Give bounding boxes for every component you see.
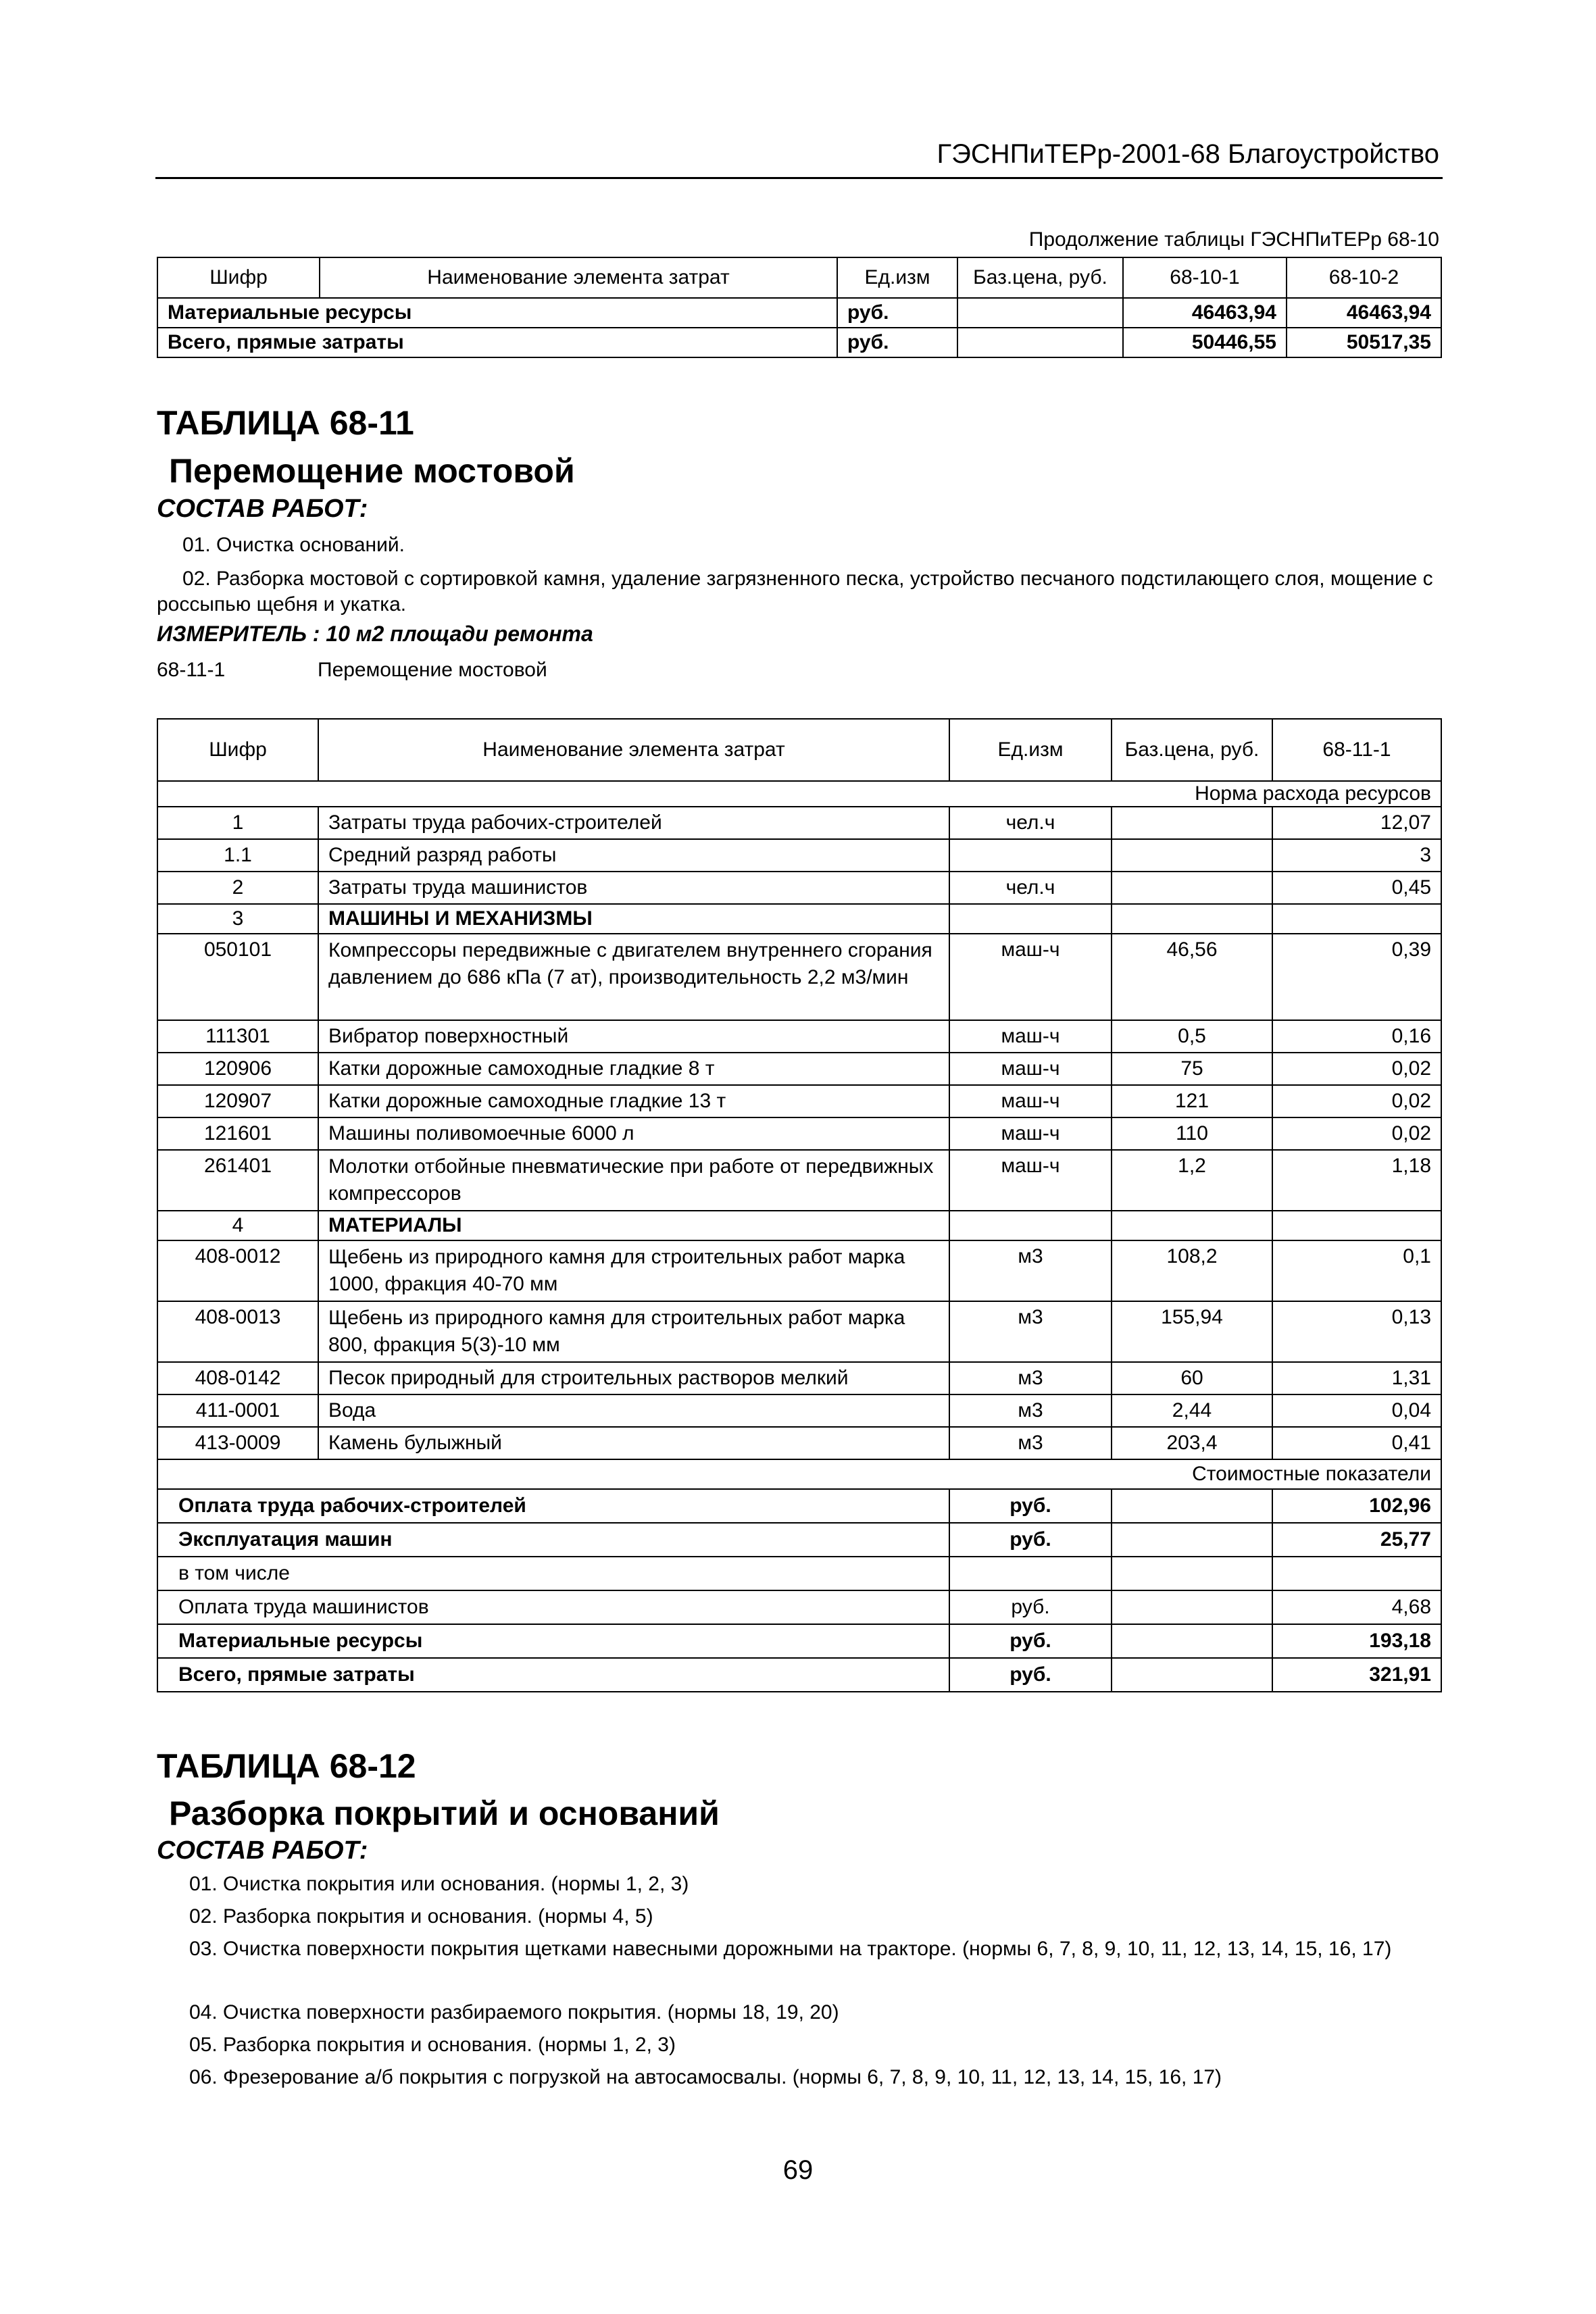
table-title: ТАБЛИЦА 68-12 — [157, 1747, 416, 1785]
row-code: 050101 — [157, 934, 318, 1020]
row-unit: маш-ч — [949, 1117, 1112, 1150]
table-row — [157, 1085, 1441, 1117]
cost-unit: руб. — [949, 1590, 1112, 1624]
base-price — [1112, 1489, 1272, 1523]
cost-value: 46463,94 — [1123, 298, 1287, 328]
column-header: Ед.изм — [949, 719, 1112, 781]
cost-unit: руб. — [949, 1624, 1112, 1658]
row-value: 0,13 — [1272, 1301, 1441, 1362]
row-name: Катки дорожные самоходные гладкие 8 т — [318, 1053, 949, 1085]
work-item: 06. Фрезерование а/б покрытия с погрузкой на автосамосвалы. (нормы 6, 7, 8, 9, 10, 11, 12, 13, 14, 15, 16, 17) — [189, 2066, 1222, 2088]
row-unit: маш-ч — [949, 1020, 1112, 1053]
row-unit: чел.ч — [949, 807, 1112, 839]
cost-name: Всего, прямые затраты — [157, 328, 837, 357]
row-unit: маш-ч — [949, 934, 1112, 1020]
table-row — [157, 1020, 1441, 1053]
cost-header-row — [157, 1459, 1441, 1489]
cost-name: в том числе — [157, 1557, 949, 1590]
row-value: 0,04 — [1272, 1394, 1441, 1427]
row-value: 0,45 — [1272, 872, 1441, 904]
row-base-price — [1112, 904, 1272, 934]
row-code: 1 — [157, 807, 318, 839]
table-header-row — [157, 257, 1441, 298]
continuation-table — [157, 257, 1442, 358]
column-header: Наименование элемента затрат — [318, 719, 949, 781]
group-row — [157, 1211, 1441, 1240]
work-item: 03. Очистка поверхности покрытия щетками навесными дорожными на тракторе. (нормы 6, 7, 8, 9, 10, 11, 12, 13, 14, 15, 16, 17) — [189, 1938, 1392, 1960]
page-number: 69 — [782, 2155, 814, 2185]
cost-row — [157, 1523, 1441, 1557]
base-price — [957, 328, 1123, 357]
row-unit — [949, 904, 1112, 934]
norm-code: 68-11-1 — [157, 659, 226, 681]
cost-unit — [949, 1557, 1112, 1590]
row-base-price: 0,5 — [1112, 1020, 1272, 1053]
work-item: 01. Очистка оснований. — [182, 534, 405, 556]
table-row — [157, 1150, 1441, 1211]
norm-header: Норма расхода ресурсов — [157, 781, 1441, 807]
column-header: 68-11-1 — [1272, 719, 1441, 781]
column-header: Ед.изм — [837, 257, 957, 298]
cost-value: 50446,55 — [1123, 328, 1287, 357]
row-base-price: 121 — [1112, 1085, 1272, 1117]
row-code: 408-0012 — [157, 1240, 318, 1301]
row-code: 261401 — [157, 1150, 318, 1211]
row-base-price: 110 — [1112, 1117, 1272, 1150]
row-base-price — [1112, 872, 1272, 904]
row-unit: м3 — [949, 1301, 1112, 1362]
group-name: МАШИНЫ И МЕХАНИЗМЫ — [318, 904, 949, 934]
table-row — [157, 1240, 1441, 1301]
table-row — [157, 1427, 1441, 1459]
row-value: 1,18 — [1272, 1150, 1441, 1211]
row-base-price: 46,56 — [1112, 934, 1272, 1020]
cost-value: 25,77 — [1272, 1523, 1441, 1557]
cost-name: Оплата труда машинистов — [157, 1590, 949, 1624]
row-base-price: 1,2 — [1112, 1150, 1272, 1211]
row-base-price — [1112, 839, 1272, 872]
column-header: Баз.цена, руб. — [1112, 719, 1272, 781]
row-value: 0,41 — [1272, 1427, 1441, 1459]
row-value: 12,07 — [1272, 807, 1441, 839]
cost-row — [157, 1489, 1441, 1523]
work-item: 02. Разборка покрытия и основания. (нормы 4, 5) — [189, 1905, 653, 1928]
row-base-price: 60 — [1112, 1362, 1272, 1394]
row-base-price: 155,94 — [1112, 1301, 1272, 1362]
cost-value: 102,96 — [1272, 1489, 1441, 1523]
row-code: 411-0001 — [157, 1394, 318, 1427]
cost-row — [157, 1624, 1441, 1658]
table-row — [157, 1117, 1441, 1150]
cost-unit: руб. — [949, 1523, 1112, 1557]
column-header: Шифр — [157, 719, 318, 781]
base-price — [1112, 1658, 1272, 1692]
row-name: Вода — [318, 1394, 949, 1427]
row-code: 111301 — [157, 1020, 318, 1053]
row-unit: м3 — [949, 1394, 1112, 1427]
row-unit: чел.ч — [949, 872, 1112, 904]
row-code: 121601 — [157, 1117, 318, 1150]
row-unit: маш-ч — [949, 1053, 1112, 1085]
row-unit: маш-ч — [949, 1085, 1112, 1117]
cost-value: 4,68 — [1272, 1590, 1441, 1624]
row-value — [1272, 904, 1441, 934]
cost-row — [157, 1590, 1441, 1624]
cost-value: 50517,35 — [1287, 328, 1441, 357]
cost-unit: руб. — [837, 328, 957, 357]
row-code: 4 — [157, 1211, 318, 1240]
cost-value: 193,18 — [1272, 1624, 1441, 1658]
row-value: 3 — [1272, 839, 1441, 872]
norm-name: Перемощение мостовой — [318, 659, 547, 681]
cost-value: 46463,94 — [1287, 298, 1441, 328]
row-base-price — [1112, 1211, 1272, 1240]
row-name: Затраты труда рабочих-строителей — [318, 807, 949, 839]
row-base-price: 75 — [1112, 1053, 1272, 1085]
row-code: 1.1 — [157, 839, 318, 872]
section-title: Перемощение мостовой — [169, 452, 575, 490]
cost-header: Стоимостные показатели — [157, 1459, 1441, 1489]
cost-unit: руб. — [949, 1658, 1112, 1692]
row-unit: м3 — [949, 1240, 1112, 1301]
row-name: Затраты труда машинистов — [318, 872, 949, 904]
row-name: Щебень из природного камня для строительных работ марка 800, фракция 5(3)-10 мм — [318, 1301, 949, 1362]
table-title: ТАБЛИЦА 68-11 — [157, 404, 414, 442]
row-base-price: 203,4 — [1112, 1427, 1272, 1459]
base-price — [1112, 1523, 1272, 1557]
row-name: Молотки отбойные пневматические при работе от передвижных компрессоров — [318, 1150, 949, 1211]
cost-row — [157, 1658, 1441, 1692]
row-code: 3 — [157, 904, 318, 934]
cost-value — [1272, 1557, 1441, 1590]
row-code: 2 — [157, 872, 318, 904]
continuation-caption: Продолжение таблицы ГЭСНПиТЕРр 68-10 — [1028, 228, 1439, 251]
row-value: 0,1 — [1272, 1240, 1441, 1301]
row-code: 408-0142 — [157, 1362, 318, 1394]
row-value — [1272, 1211, 1441, 1240]
table-row — [157, 839, 1441, 872]
group-name: МАТЕРИАЛЫ — [318, 1211, 949, 1240]
row-name: Камень булыжный — [318, 1427, 949, 1459]
table-row — [157, 807, 1441, 839]
cost-name: Оплата труда рабочих-строителей — [157, 1489, 949, 1523]
cost-name: Эксплуатация машин — [157, 1523, 949, 1557]
work-composition-heading: СОСТАВ РАБОТ: — [157, 1836, 368, 1865]
norm-header-row — [157, 781, 1441, 807]
row-code: 120906 — [157, 1053, 318, 1085]
cost-unit: руб. — [949, 1489, 1112, 1523]
running-header: ГЭСНПиТЕРр-2001-68 Благоустройство — [937, 139, 1439, 169]
table-row — [157, 298, 1441, 328]
table-row — [157, 1362, 1441, 1394]
row-name: Катки дорожные самоходные гладкие 13 т — [318, 1085, 949, 1117]
column-header: 68-10-1 — [1123, 257, 1287, 298]
table-row — [157, 1053, 1441, 1085]
cost-unit: руб. — [837, 298, 957, 328]
row-name: Машины поливомоечные 6000 л — [318, 1117, 949, 1150]
table-row — [157, 934, 1441, 1020]
base-price — [1112, 1590, 1272, 1624]
row-code: 120907 — [157, 1085, 318, 1117]
row-unit — [949, 1211, 1112, 1240]
table-row — [157, 1301, 1441, 1362]
header-rule — [155, 177, 1443, 179]
cost-name: Материальные ресурсы — [157, 298, 837, 328]
column-header: Баз.цена, руб. — [957, 257, 1123, 298]
row-name: Средний разряд работы — [318, 839, 949, 872]
cost-value: 321,91 — [1272, 1658, 1441, 1692]
row-unit: м3 — [949, 1427, 1112, 1459]
column-header: Наименование элемента затрат — [320, 257, 837, 298]
row-value: 0,02 — [1272, 1117, 1441, 1150]
row-value: 0,02 — [1272, 1053, 1441, 1085]
row-code: 408-0013 — [157, 1301, 318, 1362]
cost-name: Всего, прямые затраты — [157, 1658, 949, 1692]
row-base-price: 108,2 — [1112, 1240, 1272, 1301]
row-name: Песок природный для строительных растворов мелкий — [318, 1362, 949, 1394]
row-unit: маш-ч — [949, 1150, 1112, 1211]
row-name: Компрессоры передвижные с двигателем внутреннего сгорания давлением до 686 кПа (7 ат), производительность 2,2 м3/мин — [318, 934, 949, 1020]
group-row — [157, 904, 1441, 934]
work-item: 04. Очистка поверхности разбираемого покрытия. (нормы 18, 19, 20) — [189, 2001, 839, 2023]
row-value: 0,16 — [1272, 1020, 1441, 1053]
row-unit — [949, 839, 1112, 872]
row-value: 1,31 — [1272, 1362, 1441, 1394]
table-header-row — [157, 719, 1441, 781]
table-row — [157, 328, 1441, 357]
column-header: Шифр — [157, 257, 320, 298]
row-value: 0,39 — [1272, 934, 1441, 1020]
work-item: 02. Разборка мостовой с сортировкой камня, удаление загрязненного песка, устройство песчаного подстилающего слоя, мощение с россыпью щебня и укатка. — [157, 568, 1433, 615]
row-name: Щебень из природного камня для строительных работ марка 1000, фракция 40-70 мм — [318, 1240, 949, 1301]
base-price — [957, 298, 1123, 328]
work-item: 05. Разборка покрытия и основания. (нормы 1, 2, 3) — [189, 2034, 676, 2056]
row-value: 0,02 — [1272, 1085, 1441, 1117]
table-row — [157, 872, 1441, 904]
base-price — [1112, 1624, 1272, 1658]
norms-table — [157, 718, 1442, 1692]
row-base-price — [1112, 807, 1272, 839]
table-row — [157, 1394, 1441, 1427]
column-header: 68-10-2 — [1287, 257, 1441, 298]
row-name: Вибратор поверхностный — [318, 1020, 949, 1053]
cost-row — [157, 1557, 1441, 1590]
work-item: 01. Очистка покрытия или основания. (нормы 1, 2, 3) — [189, 1873, 689, 1895]
measure-unit: ИЗМЕРИТЕЛЬ : 10 м2 площади ремонта — [157, 622, 593, 646]
work-composition-heading: СОСТАВ РАБОТ: — [157, 495, 368, 523]
row-unit: м3 — [949, 1362, 1112, 1394]
section-title: Разборка покрытий и оснований — [169, 1794, 720, 1832]
cost-name: Материальные ресурсы — [157, 1624, 949, 1658]
row-base-price: 2,44 — [1112, 1394, 1272, 1427]
row-code: 413-0009 — [157, 1427, 318, 1459]
base-price — [1112, 1557, 1272, 1590]
